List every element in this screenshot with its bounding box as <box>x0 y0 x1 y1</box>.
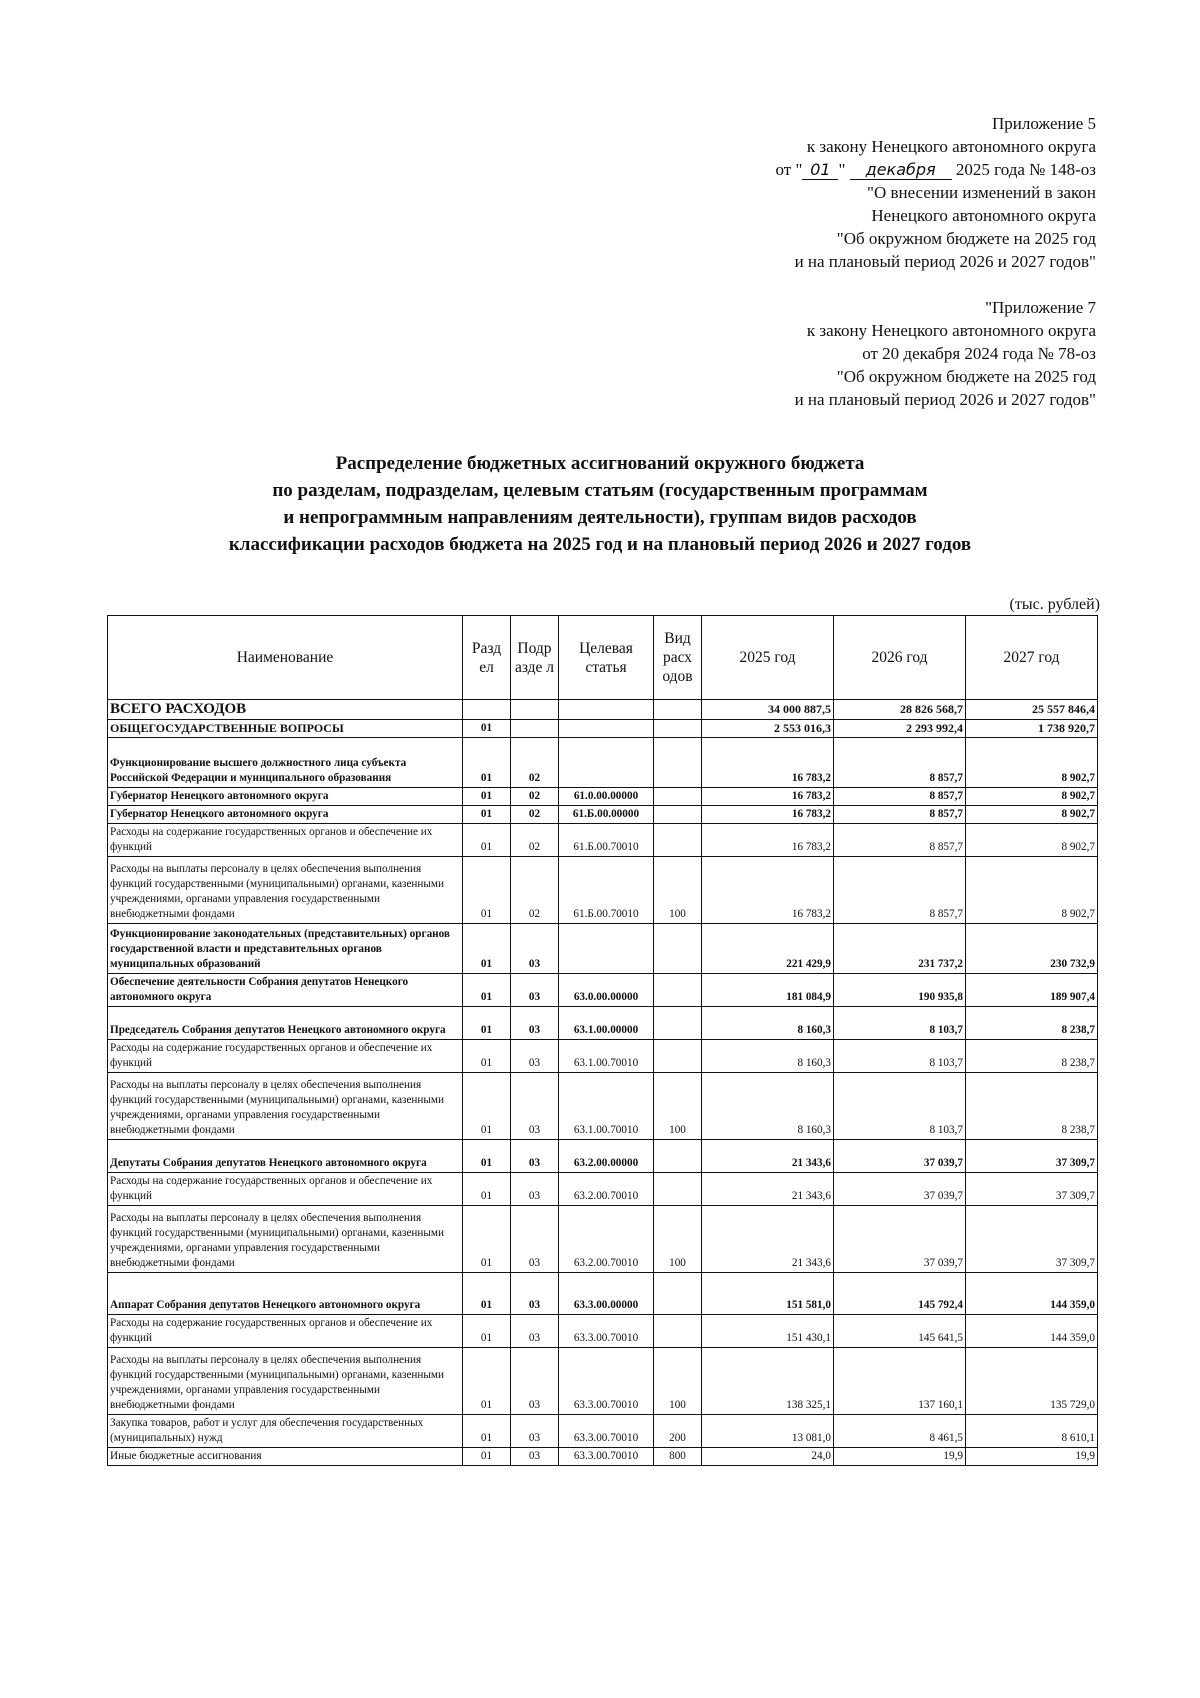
budget-table <box>107 615 1098 1466</box>
row-name: Депутаты Собрания депутатов Ненецкого автономного округа <box>108 1140 463 1173</box>
header-section: Разд ел <box>463 616 511 700</box>
row-value-2025: 21 343,6 <box>702 1140 834 1173</box>
row-value-2025: 34 000 887,5 <box>702 700 834 720</box>
table-row <box>108 1040 1098 1073</box>
row-name: Расходы на выплаты персоналу в целях обеспечения выполнения функций государственными (муниципальными) органами, казенными учреждениями, органами управления государственными внебюджетными фондами <box>108 1073 463 1140</box>
row-target-article: 63.1.00.00000 <box>559 1007 654 1040</box>
row-value-2026: 2 293 992,4 <box>834 720 966 738</box>
row-target-article: 63.3.00.70010 <box>559 1415 654 1448</box>
row-target-article: 63.3.00.00000 <box>559 1273 654 1315</box>
row-subsection: 03 <box>511 1448 559 1466</box>
row-section: 01 <box>463 824 511 857</box>
row-section: 01 <box>463 738 511 788</box>
row-value-2025: 221 429,9 <box>702 924 834 974</box>
row-target-article: 63.3.00.70010 <box>559 1348 654 1415</box>
row-subsection: 02 <box>511 806 559 824</box>
row-expense-type: 100 <box>654 1206 702 1273</box>
header-2026: 2026 год <box>834 616 966 700</box>
handwritten-day: 01 <box>802 161 838 180</box>
row-value-2025: 16 783,2 <box>702 857 834 924</box>
row-name: ВСЕГО РАСХОДОВ <box>108 700 463 720</box>
annex-line: "Приложение 7 <box>985 298 1096 317</box>
row-subsection: 03 <box>511 974 559 1007</box>
table-row <box>108 974 1098 1007</box>
row-subsection: 02 <box>511 738 559 788</box>
row-value-2026: 231 737,2 <box>834 924 966 974</box>
row-value-2027: 8 902,7 <box>966 788 1098 806</box>
row-section: 01 <box>463 1273 511 1315</box>
row-value-2027: 230 732,9 <box>966 924 1098 974</box>
row-subsection: 03 <box>511 1040 559 1073</box>
row-value-2027: 8 902,7 <box>966 738 1098 788</box>
row-value-2025: 21 343,6 <box>702 1206 834 1273</box>
row-subsection: 03 <box>511 1073 559 1140</box>
row-subsection <box>511 720 559 738</box>
row-value-2025: 8 160,3 <box>702 1007 834 1040</box>
row-value-2026: 145 641,5 <box>834 1315 966 1348</box>
row-subsection: 03 <box>511 1140 559 1173</box>
header-target-article: Целевая статья <box>559 616 654 700</box>
row-value-2025: 24,0 <box>702 1448 834 1466</box>
row-value-2025: 13 081,0 <box>702 1415 834 1448</box>
row-value-2027: 144 359,0 <box>966 1315 1098 1348</box>
row-expense-type <box>654 1007 702 1040</box>
header-name: Наименование <box>108 616 463 700</box>
row-value-2027: 25 557 846,4 <box>966 700 1098 720</box>
table-row <box>108 738 1098 788</box>
row-expense-type <box>654 824 702 857</box>
table-row <box>108 1273 1098 1315</box>
row-value-2025: 151 430,1 <box>702 1315 834 1348</box>
row-target-article: 61.0.00.00000 <box>559 788 654 806</box>
row-expense-type: 100 <box>654 857 702 924</box>
row-value-2027: 1 738 920,7 <box>966 720 1098 738</box>
row-section: 01 <box>463 1007 511 1040</box>
row-subsection: 03 <box>511 924 559 974</box>
row-value-2026: 8 857,7 <box>834 738 966 788</box>
row-expense-type <box>654 806 702 824</box>
row-value-2026: 8 857,7 <box>834 788 966 806</box>
date-suffix: 2025 года № 148-оз <box>955 160 1096 179</box>
row-expense-type <box>654 1315 702 1348</box>
row-value-2027: 144 359,0 <box>966 1273 1098 1315</box>
row-name: Расходы на выплаты персоналу в целях обеспечения выполнения функций государственными (муниципальными) органами, казенными учреждениями, органами управления государственными внебюджетными фондами <box>108 857 463 924</box>
row-target-article: 63.2.00.70010 <box>559 1173 654 1206</box>
row-subsection: 02 <box>511 824 559 857</box>
row-value-2027: 8 902,7 <box>966 824 1098 857</box>
table-row <box>108 1448 1098 1466</box>
row-section: 01 <box>463 806 511 824</box>
table-header-row <box>108 616 1098 700</box>
row-value-2027: 19,9 <box>966 1448 1098 1466</box>
table-row <box>108 700 1098 720</box>
row-name: Обеспечение деятельности Собрания депутатов Ненецкого автономного округа <box>108 974 463 1007</box>
row-value-2026: 28 826 568,7 <box>834 700 966 720</box>
row-target-article: 61.Б.00.00000 <box>559 806 654 824</box>
row-value-2025: 8 160,3 <box>702 1073 834 1140</box>
annex-line: "Об окружном бюджете на 2025 год <box>836 367 1096 386</box>
row-expense-type <box>654 1173 702 1206</box>
row-section: 01 <box>463 1206 511 1273</box>
row-expense-type <box>654 738 702 788</box>
header-2025: 2025 год <box>702 616 834 700</box>
annex-5-header <box>776 112 1096 273</box>
row-expense-type <box>654 788 702 806</box>
row-name: Председатель Собрания депутатов Ненецкого автономного округа <box>108 1007 463 1040</box>
annex-7-header <box>795 296 1096 411</box>
row-value-2026: 145 792,4 <box>834 1273 966 1315</box>
annex-line: "О внесении изменений в закон <box>867 183 1096 202</box>
annex-line: Ненецкого автономного округа <box>871 206 1096 225</box>
row-expense-type: 200 <box>654 1415 702 1448</box>
row-target-article: 63.1.00.70010 <box>559 1040 654 1073</box>
row-value-2026: 8 103,7 <box>834 1040 966 1073</box>
row-target-article: 63.0.00.00000 <box>559 974 654 1007</box>
row-value-2025: 151 581,0 <box>702 1273 834 1315</box>
header-expense-type: Вид расх одов <box>654 616 702 700</box>
row-name: Закупка товаров, работ и услуг для обеспечения государственных (муниципальных) нужд <box>108 1415 463 1448</box>
annex-line: Приложение 5 <box>992 114 1096 133</box>
table-row <box>108 1206 1098 1273</box>
row-subsection: 02 <box>511 857 559 924</box>
row-value-2027: 135 729,0 <box>966 1348 1098 1415</box>
title-line: по разделам, подразделам, целевым статьям (государственным программам <box>272 480 928 501</box>
row-section <box>463 700 511 720</box>
row-subsection: 03 <box>511 1206 559 1273</box>
row-name: Иные бюджетные ассигнования <box>108 1448 463 1466</box>
annex-date-line <box>776 158 1096 181</box>
row-name: Расходы на содержание государственных органов и обеспечение их функций <box>108 1315 463 1348</box>
row-value-2025: 16 783,2 <box>702 806 834 824</box>
row-value-2026: 8 857,7 <box>834 824 966 857</box>
table-row <box>108 1140 1098 1173</box>
header-2027: 2027 год <box>966 616 1098 700</box>
table-row <box>108 1073 1098 1140</box>
row-name: Расходы на содержание государственных органов и обеспечение их функций <box>108 1173 463 1206</box>
row-target-article: 63.1.00.70010 <box>559 1073 654 1140</box>
row-value-2025: 181 084,9 <box>702 974 834 1007</box>
row-section: 01 <box>463 1040 511 1073</box>
table-row <box>108 1173 1098 1206</box>
row-value-2025: 21 343,6 <box>702 1173 834 1206</box>
table-row <box>108 1348 1098 1415</box>
annex-line: "Об окружном бюджете на 2025 год <box>836 229 1096 248</box>
row-section: 01 <box>463 1348 511 1415</box>
row-subsection: 03 <box>511 1315 559 1348</box>
annex-line: и на плановый период 2026 и 2027 годов" <box>794 252 1096 271</box>
date-mid: " <box>838 160 846 179</box>
row-value-2026: 19,9 <box>834 1448 966 1466</box>
row-section: 01 <box>463 974 511 1007</box>
row-value-2026: 8 103,7 <box>834 1007 966 1040</box>
table-row <box>108 788 1098 806</box>
annex-line: к закону Ненецкого автономного округа <box>806 137 1096 156</box>
row-value-2025: 16 783,2 <box>702 788 834 806</box>
row-subsection: 03 <box>511 1273 559 1315</box>
row-name: Функционирование высшего должностного лица субъекта Российской Федерации и муниципального образования <box>108 738 463 788</box>
row-value-2026: 190 935,8 <box>834 974 966 1007</box>
annex-line: и на плановый период 2026 и 2027 годов" <box>794 390 1096 409</box>
header-subsection: Подр азде л <box>511 616 559 700</box>
row-expense-type <box>654 924 702 974</box>
row-section: 01 <box>463 720 511 738</box>
row-value-2025: 16 783,2 <box>702 738 834 788</box>
row-name: Расходы на содержание государственных органов и обеспечение их функций <box>108 1040 463 1073</box>
row-expense-type <box>654 1273 702 1315</box>
row-value-2027: 8 238,7 <box>966 1073 1098 1140</box>
row-expense-type <box>654 700 702 720</box>
row-value-2025: 8 160,3 <box>702 1040 834 1073</box>
title-line: классификации расходов бюджета на 2025 год и на плановый период 2026 и 2027 годов <box>228 534 972 555</box>
row-section: 01 <box>463 857 511 924</box>
row-name: Расходы на выплаты персоналу в целях обеспечения выполнения функций государственными (муниципальными) органами, казенными учреждениями, органами управления государственными внебюджетными фондами <box>108 1348 463 1415</box>
units-label: (тыс. рублей) <box>1009 596 1100 613</box>
annex-line: от 20 декабря 2024 года № 78-оз <box>862 344 1096 363</box>
row-value-2027: 37 309,7 <box>966 1206 1098 1273</box>
row-section: 01 <box>463 1415 511 1448</box>
document-title <box>0 450 1200 558</box>
row-value-2027: 37 309,7 <box>966 1140 1098 1173</box>
row-value-2025: 2 553 016,3 <box>702 720 834 738</box>
row-name: Расходы на выплаты персоналу в целях обеспечения выполнения функций государственными (муниципальными) органами, казенными учреждениями, органами управления государственными внебюджетными фондами <box>108 1206 463 1273</box>
row-subsection: 03 <box>511 1415 559 1448</box>
row-value-2026: 37 039,7 <box>834 1206 966 1273</box>
row-target-article: 61.Б.00.70010 <box>559 824 654 857</box>
row-value-2027: 8 902,7 <box>966 806 1098 824</box>
row-target-article <box>559 720 654 738</box>
row-target-article <box>559 924 654 974</box>
row-value-2026: 8 103,7 <box>834 1073 966 1140</box>
row-name: Расходы на содержание государственных органов и обеспечение их функций <box>108 824 463 857</box>
row-name: Функционирование законодательных (представительных) органов государственной власти и представительных органов муниципальных образований <box>108 924 463 974</box>
row-section: 01 <box>463 1073 511 1140</box>
date-prefix: от " <box>775 160 803 179</box>
row-value-2027: 37 309,7 <box>966 1173 1098 1206</box>
row-section: 01 <box>463 1173 511 1206</box>
row-name: ОБЩЕГОСУДАРСТВЕННЫЕ ВОПРОСЫ <box>108 720 463 738</box>
title-line: Распределение бюджетных ассигнований окружного бюджета <box>335 453 865 474</box>
table-row <box>108 1315 1098 1348</box>
row-value-2026: 37 039,7 <box>834 1173 966 1206</box>
row-expense-type: 100 <box>654 1073 702 1140</box>
row-target-article: 63.3.00.70010 <box>559 1315 654 1348</box>
title-line: и непрограммным направлениям деятельности), группам видов расходов <box>283 507 917 528</box>
row-value-2026: 37 039,7 <box>834 1140 966 1173</box>
row-expense-type <box>654 720 702 738</box>
row-section: 01 <box>463 1140 511 1173</box>
row-subsection: 02 <box>511 788 559 806</box>
table-row <box>108 924 1098 974</box>
row-target-article: 63.2.00.70010 <box>559 1206 654 1273</box>
row-subsection <box>511 700 559 720</box>
row-subsection: 03 <box>511 1173 559 1206</box>
table-row <box>108 720 1098 738</box>
row-expense-type: 800 <box>654 1448 702 1466</box>
row-value-2026: 8 857,7 <box>834 857 966 924</box>
row-target-article <box>559 738 654 788</box>
row-value-2027: 8 610,1 <box>966 1415 1098 1448</box>
row-value-2025: 138 325,1 <box>702 1348 834 1415</box>
row-name: Губернатор Ненецкого автономного округа <box>108 806 463 824</box>
table-row <box>108 1415 1098 1448</box>
row-expense-type <box>654 974 702 1007</box>
row-target-article: 61.Б.00.70010 <box>559 857 654 924</box>
row-expense-type <box>654 1040 702 1073</box>
row-value-2025: 16 783,2 <box>702 824 834 857</box>
annex-line: к закону Ненецкого автономного округа <box>806 321 1096 340</box>
row-section: 01 <box>463 788 511 806</box>
table-row <box>108 1007 1098 1040</box>
table-row <box>108 824 1098 857</box>
row-value-2027: 8 238,7 <box>966 1007 1098 1040</box>
handwritten-month: декабря <box>850 161 952 180</box>
row-target-article: 63.2.00.00000 <box>559 1140 654 1173</box>
row-section: 01 <box>463 1448 511 1466</box>
table-row <box>108 857 1098 924</box>
row-expense-type <box>654 1140 702 1173</box>
row-value-2027: 189 907,4 <box>966 974 1098 1007</box>
row-value-2026: 8 461,5 <box>834 1415 966 1448</box>
row-name: Аппарат Собрания депутатов Ненецкого автономного округа <box>108 1273 463 1315</box>
row-name: Губернатор Ненецкого автономного округа <box>108 788 463 806</box>
row-section: 01 <box>463 924 511 974</box>
row-subsection: 03 <box>511 1348 559 1415</box>
row-subsection: 03 <box>511 1007 559 1040</box>
row-value-2026: 137 160,1 <box>834 1348 966 1415</box>
row-target-article <box>559 700 654 720</box>
row-section: 01 <box>463 1315 511 1348</box>
row-expense-type: 100 <box>654 1348 702 1415</box>
row-value-2027: 8 902,7 <box>966 857 1098 924</box>
row-target-article: 63.3.00.70010 <box>559 1448 654 1466</box>
table-row <box>108 806 1098 824</box>
row-value-2027: 8 238,7 <box>966 1040 1098 1073</box>
row-value-2026: 8 857,7 <box>834 806 966 824</box>
